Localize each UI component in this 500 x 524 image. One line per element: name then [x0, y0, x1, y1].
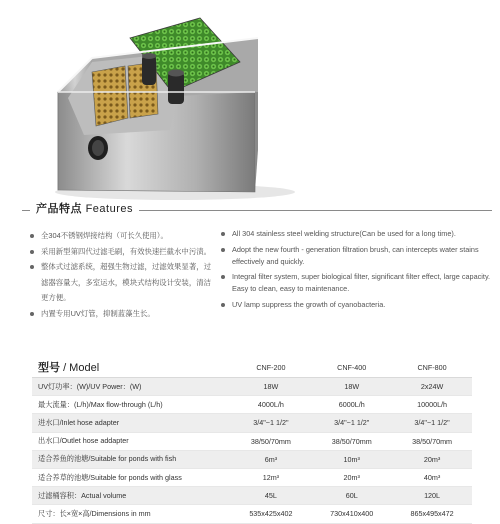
spec-header-row [32, 357, 472, 378]
feature-item-cn-cont: 滤器容量大，多室运水，模块式结构设计安装，清洁 [41, 277, 211, 287]
spec-value: 38/50/70mm [311, 432, 392, 450]
product-image [0, 0, 500, 205]
spec-value: 18W [311, 378, 392, 396]
spec-row [32, 414, 472, 432]
spec-label: 进水口/Inlet hose adapter [32, 414, 230, 432]
feature-item-cn: 采用新型第四代过滤毛刷，有效快速拦截水中污渍。 [30, 244, 215, 260]
spec-row [32, 450, 472, 468]
bullet-icon [221, 248, 225, 252]
bullet-icon [30, 265, 34, 269]
spec-value: 20m³ [311, 468, 392, 486]
features-title-cn: 产品特点 [36, 203, 82, 215]
bullet-icon [30, 250, 34, 254]
feature-item-cn-cont: 更方便。 [41, 293, 71, 303]
spec-value: 3/4"~1 1/2" [311, 414, 392, 432]
spec-value: 730x410x400 [311, 505, 392, 523]
features-list-en [221, 228, 493, 314]
bullet-icon [30, 234, 34, 238]
bullet-icon [221, 303, 225, 307]
spec-row [32, 396, 472, 414]
feature-item-cn: 内置专用UV灯管，抑制蓝藻生长。 [30, 306, 215, 322]
bullet-icon [221, 275, 225, 279]
spec-value: 18W [230, 378, 311, 396]
spec-label: UV灯功率：(W)/UV Power：(W) [32, 378, 230, 396]
feature-item-en: UV lamp suppress the growth of cyanobacteria. [221, 299, 493, 311]
spec-value: 6m³ [230, 450, 311, 468]
feature-item-en: All 304 stainless steel welding structure(Can be used for a long time). [221, 228, 493, 240]
feature-item-en: Adopt the new fourth - generation filtration brush, can intercepts water stains effectively and quickly. [221, 244, 493, 268]
spec-value: 535x425x402 [230, 505, 311, 523]
features-title-en: Features [85, 203, 133, 215]
spec-label: 过滤桶容积：Actual volume [32, 487, 230, 505]
spec-value: 40m³ [392, 468, 472, 486]
spec-value: 20m³ [392, 450, 472, 468]
model-name: CNF-200 [230, 357, 311, 378]
spec-value: 12m³ [230, 468, 311, 486]
feature-item-cn: 整体式过滤系统，超强生物过滤，过滤效果显著，过 [30, 259, 215, 275]
spec-value: 6000L/h [311, 396, 392, 414]
spec-value: 3/4"~1 1/2" [230, 414, 311, 432]
model-name: CNF-800 [392, 357, 472, 378]
bullet-icon [30, 312, 34, 316]
spec-value: 60L [311, 487, 392, 505]
spec-value: 2x24W [392, 378, 472, 396]
spec-value: 865x495x472 [392, 505, 472, 523]
spec-value: 10000L/h [392, 396, 472, 414]
features-heading [22, 201, 492, 217]
spec-value: 38/50/70mm [392, 432, 472, 450]
spec-row [32, 432, 472, 450]
spec-label: 出水口/Outlet hose addapter [32, 432, 230, 450]
spec-label: 尺寸：长×宽×高/Dimensions in mm [32, 505, 230, 523]
spec-value: 10m³ [311, 450, 392, 468]
features-list-cn [30, 228, 215, 322]
model-name: CNF-400 [311, 357, 392, 378]
spec-value: 38/50/70mm [230, 432, 311, 450]
spec-row [32, 505, 472, 523]
spec-value: 3/4"~1 1/2" [392, 414, 472, 432]
spec-value: 120L [392, 487, 472, 505]
model-header: 型号 / Model [32, 357, 230, 378]
spec-value: 4000L/h [230, 396, 311, 414]
spec-value: 45L [230, 487, 311, 505]
spec-row [32, 378, 472, 396]
bullet-icon [221, 232, 225, 236]
feature-item-cn: 全304不锈钢焊接结构（可长久使用）。 [30, 228, 215, 244]
spec-label: 适合养草的池塘/Suitable for ponds with glass [32, 468, 230, 486]
spec-label: 适合养鱼的池塘/Suitable for ponds with fish [32, 450, 230, 468]
spec-label: 最大流量：(L/h)/Max flow-through (L/h) [32, 396, 230, 414]
features-title [30, 201, 139, 217]
feature-item-en: Integral filter system, super biological filter, significant filter effect, large capacity. Easy to clean, easy to maintenance. [221, 271, 493, 295]
spec-row [32, 468, 472, 486]
spec-row [32, 487, 472, 505]
spec-table [32, 357, 472, 524]
